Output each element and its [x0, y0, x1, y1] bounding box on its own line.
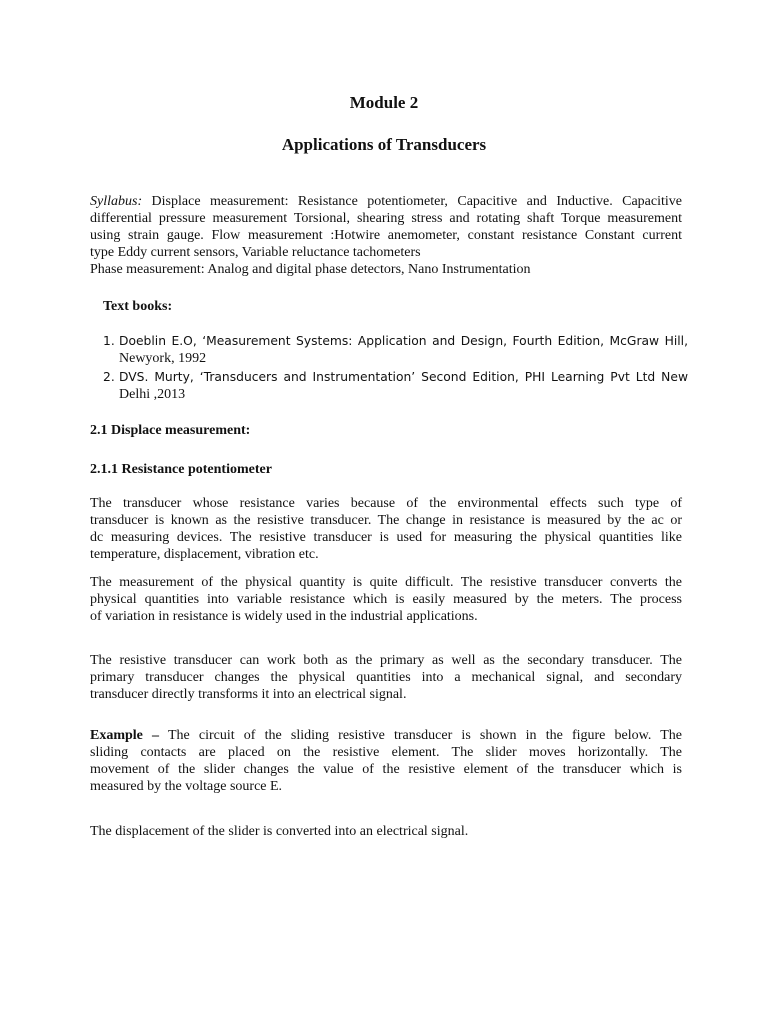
list-number: 2. — [103, 370, 115, 384]
paragraph — [90, 652, 682, 703]
module-title: Module 2 — [349, 93, 419, 112]
list-item — [103, 332, 688, 368]
textbook-line: Newyork, 1992 — [119, 351, 207, 366]
syllabus-label: Syllabus: — [90, 194, 143, 209]
paragraph-line: of variation in resistance is widely used in the industrial applications. — [90, 609, 478, 624]
syllabus-line: Displace measurement: Resistance potentiometer, Capacitive and Inductive. Capacitive — [142, 194, 682, 209]
syllabus-line: differential pressure measurement Torsional, shearing stress and rotating shaft Torque measurement — [90, 211, 682, 226]
textbook-line: Delhi ,2013 — [119, 387, 186, 402]
example-label: Example – — [90, 728, 160, 743]
section-heading-2-1: 2.1 Displace measurement: — [90, 423, 251, 438]
paragraph-line: The transducer whose resistance varies because of the environmental effects such type of — [90, 496, 682, 511]
paragraph-line: physical quantities into variable resistance which is easily measured by the meters. The process — [90, 592, 682, 607]
syllabus-line: Phase measurement: Analog and digital phase detectors, Nano Instrumentation — [90, 262, 531, 277]
paragraph — [90, 823, 682, 840]
paragraph-line: movement of the slider changes the value of the resistive element of the transducer which is — [90, 762, 682, 777]
example-paragraph — [90, 727, 682, 795]
paragraph-line: transducer directly transforms it into an electrical signal. — [90, 687, 407, 702]
section-heading-2-1-1: 2.1.1 Resistance potentiometer — [90, 462, 272, 477]
paragraph-line: The measurement of the physical quantity is quite difficult. The resistive transducer converts the — [90, 575, 682, 590]
paragraph-line: dc measuring devices. The resistive transducer is used for measuring the physical quantities like — [90, 530, 682, 545]
textbook-line: Doeblin E.O, ‘Measurement Systems: Application and Design, Fourth Edition, McGraw Hill, — [119, 334, 688, 348]
document-title: Applications of Transducers — [281, 135, 487, 154]
paragraph-line: sliding contacts are placed on the resistive element. The slider moves horizontally. The — [90, 745, 682, 760]
syllabus-line: using strain gauge. Flow measurement :Hotwire anemometer, constant resistance Constant current — [90, 228, 682, 243]
syllabus-paragraph — [90, 193, 682, 278]
syllabus-line: type Eddy current sensors, Variable reluctance tachometers — [90, 245, 421, 260]
textbook-list — [103, 332, 688, 404]
paragraph — [90, 574, 682, 625]
paragraph-line: measured by the voltage source E. — [90, 779, 283, 794]
paragraph-line: transducer is known as the resistive transducer. The change in resistance is measured by the ac or — [90, 513, 682, 528]
paragraph-line: The circuit of the sliding resistive transducer is shown in the figure below. The — [159, 728, 683, 743]
list-number: 1. — [103, 334, 115, 348]
textbooks-heading: Text books: — [103, 299, 173, 314]
paragraph-line: primary transducer changes the physical quantities into a mechanical signal, and secondary — [90, 670, 682, 685]
paragraph-line: The resistive transducer can work both as the primary as well as the secondary transducer. The — [90, 653, 682, 668]
paragraph-line: temperature, displacement, vibration etc. — [90, 547, 319, 562]
paragraph-line: The displacement of the slider is converted into an electrical signal. — [90, 824, 469, 839]
textbook-line: DVS. Murty, ‘Transducers and Instrumentation’ Second Edition, PHI Learning Pvt Ltd New — [119, 370, 688, 384]
paragraph — [90, 495, 682, 563]
list-item — [103, 368, 688, 404]
